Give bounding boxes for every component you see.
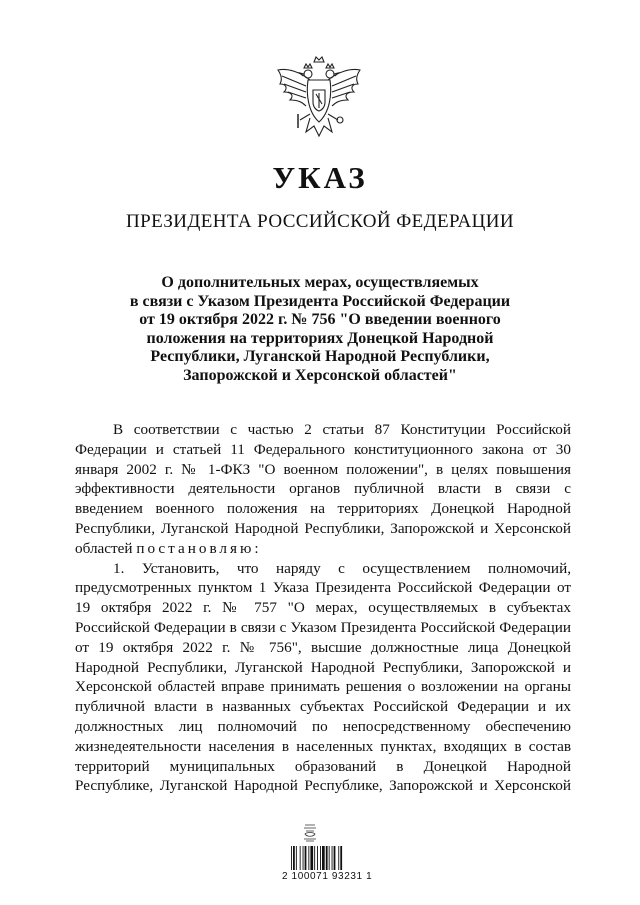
issuer-title: ПРЕЗИДЕНТА РОССИЙСКОЙ ФЕДЕРАЦИИ [126,211,514,232]
decree-title [100,274,540,385]
decree-title-line: от 19 октября 2022 г. № 756 "О введении военного [139,311,501,328]
decree-title-line: О дополнительных мерах, осуществляемых [161,274,479,291]
decree-title-line: Республики, Луганской Народной Республики, [150,348,490,365]
stamp-mark-icon [302,823,318,843]
document-type-title: УКАЗ [272,160,368,195]
preamble-text: В соответствии с частью 2 статьи 87 Конституции Российской Федерации и статьей 11 Федерального конституционного закона от 30 января 2002 г. № 1-ФКЗ "О военном положении", в целях повышения эффективности деятельности органов публичной власти в связи с введением военного положения на территориях Донецкой Народной Республики, Луганской Народной Республики, Запорожской и Херсонской областей [75,421,571,557]
decree-verb: постановляю: [136,539,262,557]
clause-1-paragraph: 1. Установить, что наряду с осуществлением полномочий, предусмотренных пунктом 1 Указа Президента Российской Федерации от 19 октября 2022 г. № 757 "О мерах, осуществляемых в субъектах Российской Федерации в связи с Указом Президента Российской Федерации от 19 октября 2022 г. № 756", высшие должностные лица Донецкой Народной Республики, Луганской Народной Республики, Запорожской и Херсонской областей вправе принимать решения о возложении на органы публичной власти в названных субъектах Российской Федерации и их должностных лиц полномочий по непосредственному обеспечению жизнедеятельности населения в населенных пунктах, входящих в состав территорий муниципальных образований в Донецкой Народной Республике, Луганской Народной Республике, Запорожской и Херсонской [75,559,571,795]
preamble-paragraph [75,420,571,559]
decree-body [75,420,571,796]
decree-title-line: положения на территориях Донецкой Народной [146,329,494,347]
coat-of-arms-icon [270,54,368,144]
barcode-number: 2 100071 93231 1 [282,871,373,882]
decree-title-line: в связи с Указом Президента Российской Федерации [129,292,511,310]
barcode-icon [291,846,353,870]
decree-title-line: Запорожской и Херсонской областей" [183,366,457,384]
